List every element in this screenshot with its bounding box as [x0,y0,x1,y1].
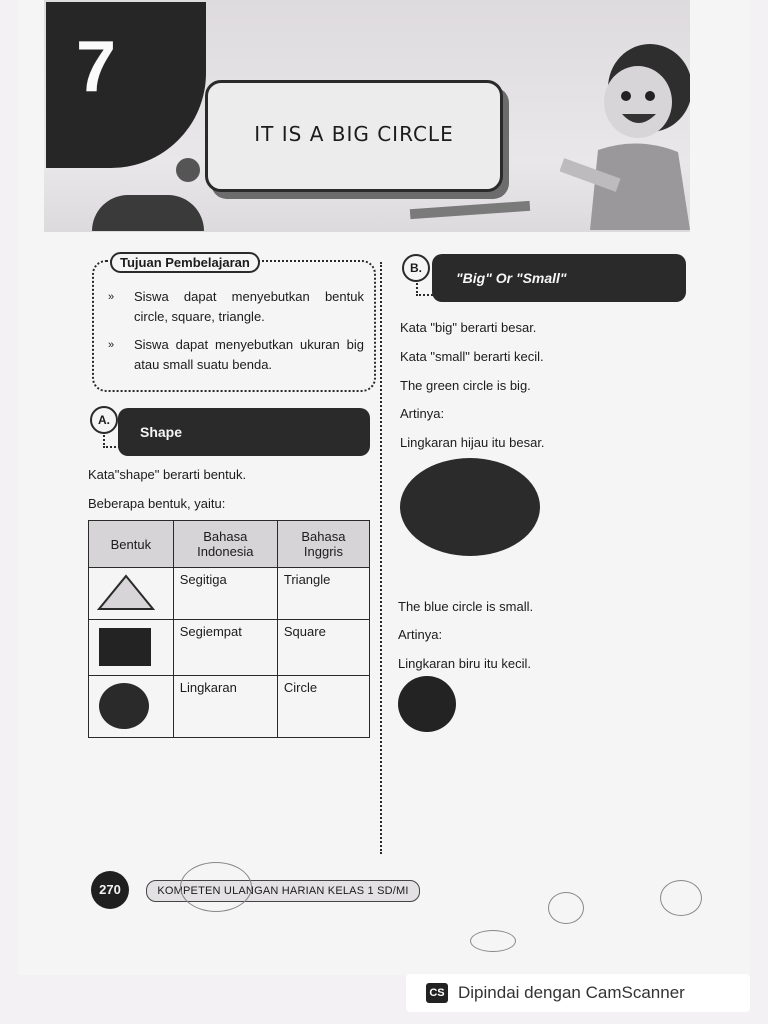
shape-cell [89,620,174,676]
learning-goals-title: Tujuan Pembelajaran [110,252,260,273]
table-header-row [89,521,370,568]
doodle-icon [660,880,702,916]
square-icon [95,624,157,668]
small-circle [398,676,456,732]
table-cell: Circle [277,676,369,738]
text-line: The green circle is big. [400,378,531,393]
text-line: Kata "small" berarti kecil. [400,349,544,364]
text-line: Artinya: [400,406,445,421]
section-a-title: Shape [140,424,183,440]
table-header: Bahasa Inggris [277,521,369,568]
shape-cell [89,676,174,738]
table-row [89,568,370,620]
shape-cell [89,568,174,620]
camscanner-watermark [406,974,750,1012]
table-row [89,676,370,738]
chapter-title: IT IS A BIG CIRCLE [254,122,454,146]
goal-text: Siswa dapat menyebutkan bentuk circle, square, triangle. [134,289,364,324]
text-line: The blue circle is small. [398,599,534,614]
camscanner-logo: CS [426,983,448,1003]
doodle-icon [470,930,516,952]
book-title: KOMPETEN ULANGAN HARIAN KELAS 1 SD/MI [146,880,420,902]
text-line: Lingkaran hijau itu besar. [400,435,545,450]
camscanner-text: Dipindai dengan CamScanner [458,983,685,1002]
section-a-list-intro: Beberapa bentuk, yaitu: [88,496,226,511]
table-cell: Segiempat [173,620,277,676]
section-b-title: "Big" Or "Small" [456,270,567,286]
goal-text: Siswa dapat menyebutkan ukuran big atau small suatu benda. [134,337,364,372]
chapter-number: 7 [76,27,117,107]
shapes-table [88,520,370,738]
section-a-intro: Kata"shape" berarti bentuk. [88,467,247,482]
table-header: Bentuk [89,521,174,568]
table-cell: Square [277,620,369,676]
table-cell: Triangle [277,568,369,620]
doodle-icon [548,892,584,924]
bullet-icon: » [108,339,115,351]
girl-illustration [560,40,690,230]
decorative-blob [92,195,204,231]
column-divider [380,262,382,854]
chapter-title-box [205,80,503,192]
table-header: Bahasa Indonesia [173,521,277,568]
page-number: 270 [91,871,129,909]
section-b-badge: B. [402,254,430,282]
circle-icon [95,680,157,730]
table-cell: Lingkaran [173,676,277,738]
table-cell: Segitiga [173,568,277,620]
table-row [89,620,370,676]
apple-icon [176,158,200,182]
text-line: Lingkaran biru itu kecil. [398,656,531,671]
triangle-icon [95,572,157,612]
text-line: Kata "big" berarti besar. [400,320,537,335]
section-a-badge: A. [90,406,118,434]
bullet-icon: » [108,291,115,303]
doodle-icon [180,862,252,912]
text-line: Artinya: [398,627,443,642]
big-circle [400,458,540,556]
